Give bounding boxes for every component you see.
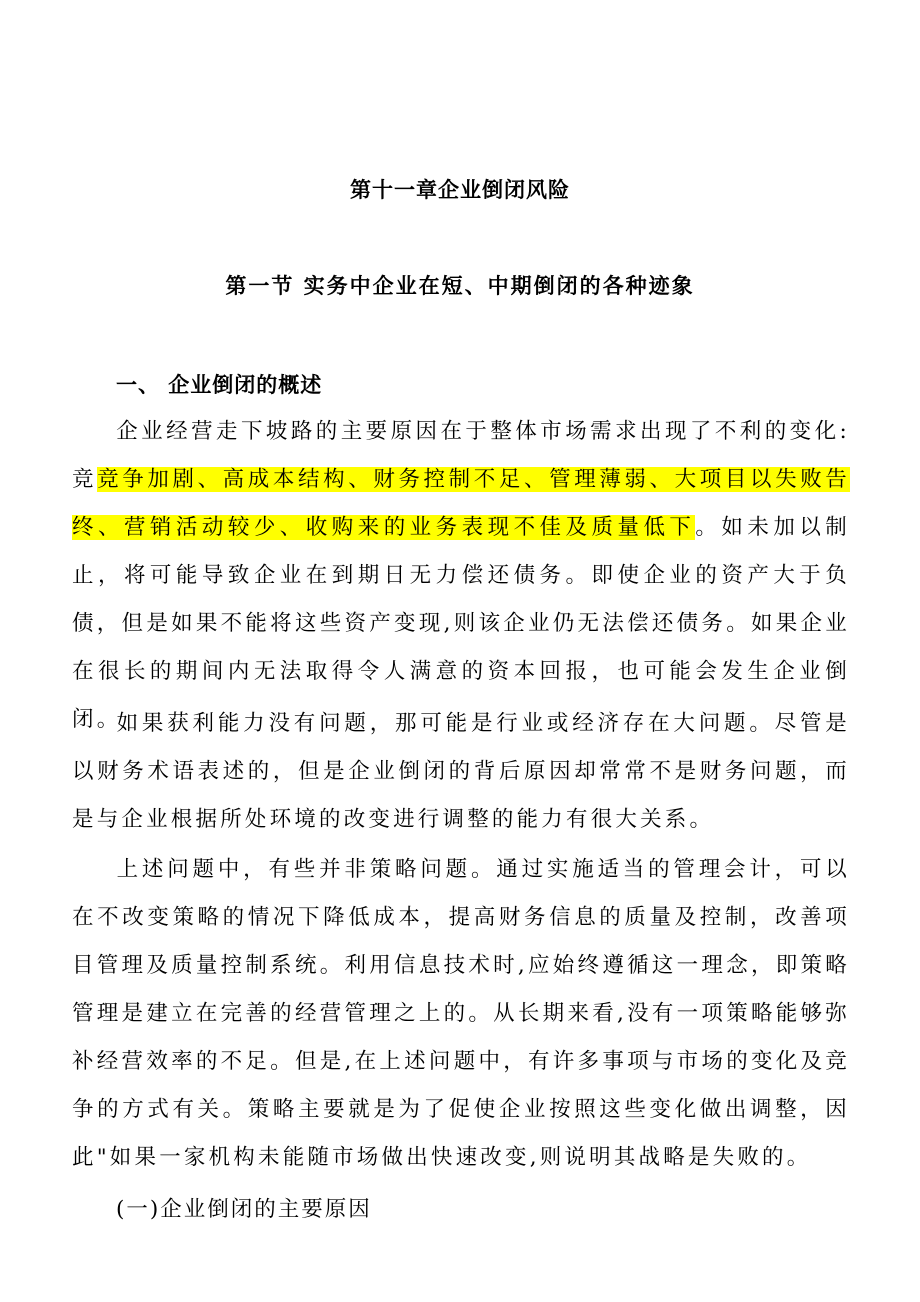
heading-overview: 一、 企业倒闭的概述 — [116, 372, 323, 397]
highlighted-text: 竞争加剧、高成本结构、财务控制不足、管理薄弱、大项目以失败告终、营销活动较少、收购来的业务表现不佳及质量低下 — [72, 467, 850, 540]
paragraph-1-text-continued: 。如未加以制止，将可能导致企业在到期日无力偿还债务。即使企业的资产大于负债，但是如果不能将这些资产变现,则该企业仍无法偿还债务。如果企业在很长的期间内无法取得令人满意的资本回报，也可能会发生企业倒闭。 — [72, 515, 850, 732]
section-title: 第一节 实务中企业在短、中期倒闭的各种迹象 — [225, 273, 695, 298]
paragraph-2-text: 如果获利能力没有问题，那可能是行业或经济存在大问题。尽管是以财务术语表述的，但是企业倒闭的背后原因却常常不是财务问题，而是与企业根据所处环境的改变进行调整的能力有很大关系。 — [72, 711, 850, 832]
paragraph-1-text: 企业经营走下坡路的主要原因在于整体市场需求出现了不利的变化:竞 — [72, 419, 850, 492]
chapter-title: 第十一章企业倒闭风险 — [350, 177, 570, 202]
paragraph-3-text: 上述问题中，有些并非策略问题。通过实施适当的管理会计，可以在不改变策略的情况下降低成本，提高财务信息的质量及控制，改善项目管理及质量控制系统。利用信息技术时,应始终遵循这一理念，即策略管理是建立在完善的经营管理之上的。从长期来看,没有一项策略能够弥补经营效率的不足。但是,在上述问题中，有许多事项与市场的变化及竞争的方式有关。策略主要就是为了促使企业按照这些变化做出调整，因此"如果一家机构未能随市场做出快速改变,则说明其战略是失败的。 — [72, 857, 850, 1170]
paragraph-1 — [72, 408, 850, 744]
paragraph-3 — [72, 846, 850, 1182]
paragraph-2 — [72, 700, 850, 844]
sub-heading-main-causes: (一)企业倒闭的主要原因 — [116, 1197, 372, 1222]
